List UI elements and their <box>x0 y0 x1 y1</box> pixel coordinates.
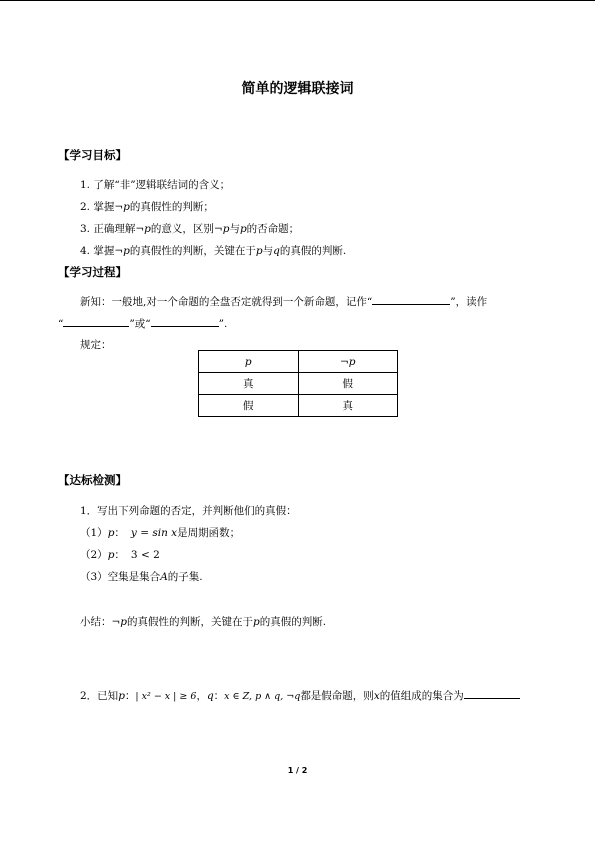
table-cell: 真 <box>298 395 398 417</box>
table-header-cell: ¬p <box>298 351 398 373</box>
table-header-row <box>199 351 398 373</box>
math-expression: x ∈ Z, p ∧ q, ¬q <box>224 691 301 702</box>
summary: 小结：¬p的真假性的判断，关键在于p的真假的判断. <box>80 616 327 628</box>
math-expression: | x² − x | ≥ 6 <box>135 691 197 702</box>
table-cell: 假 <box>298 373 398 395</box>
new-knowledge-line-2: “ ”或“ ”. <box>58 318 228 330</box>
new-knowledge-line-1: 新知：一般地,对一个命题的全盘否定就得到一个新命题，记作“ ”，读作 <box>80 296 488 308</box>
check-heading: 【达标检测】 <box>58 473 127 487</box>
question-1-part-1: （1）p： y = sin x是周期函数； <box>80 527 241 539</box>
table-cell: 真 <box>199 373 299 395</box>
table-row <box>199 395 398 417</box>
truth-table <box>198 350 398 417</box>
objective-item-2: 2. 掌握¬p的真假性的判断； <box>80 201 214 213</box>
question-1: 1．写出下列命题的否定，并判断他们的真假： <box>80 505 297 517</box>
answer-blank[interactable] <box>63 316 129 327</box>
table-header-cell: p <box>199 351 299 373</box>
answer-blank[interactable] <box>464 688 520 699</box>
objective-item-1: 1. 了解“非”逻辑联结词的含义； <box>80 179 231 191</box>
table-cell: 假 <box>199 395 299 417</box>
answer-blank[interactable] <box>372 294 450 305</box>
top-border-line <box>0 0 595 1</box>
answer-blank[interactable] <box>151 316 219 327</box>
math-expression: 3 < 2 <box>130 549 160 561</box>
table-row <box>199 373 398 395</box>
rule-label: 规定： <box>80 339 112 351</box>
question-1-part-3: （3）空集是集合A的子集. <box>80 571 203 583</box>
objectives-heading: 【学习目标】 <box>58 148 127 162</box>
question-1-part-2: （2）p： 3 < 2 <box>80 549 160 561</box>
page-title: 简单的逻辑联接词 <box>241 81 354 97</box>
question-2: 2．已知p：| x² − x | ≥ 6，q：x ∈ Z, p ∧ q, ¬q都是假命题，则x的值组成的集合为 <box>80 688 520 703</box>
objective-item-3: 3. 正确理解¬p的意义，区别¬p与p的否命题； <box>80 223 300 235</box>
page-number: 1 / 2 <box>287 766 308 775</box>
process-heading: 【学习过程】 <box>58 265 127 279</box>
objective-item-4: 4. 掌握¬p的真假性的判断，关键在于p与q的真假的判断. <box>80 245 347 257</box>
math-expression: y = sin x <box>130 527 178 539</box>
